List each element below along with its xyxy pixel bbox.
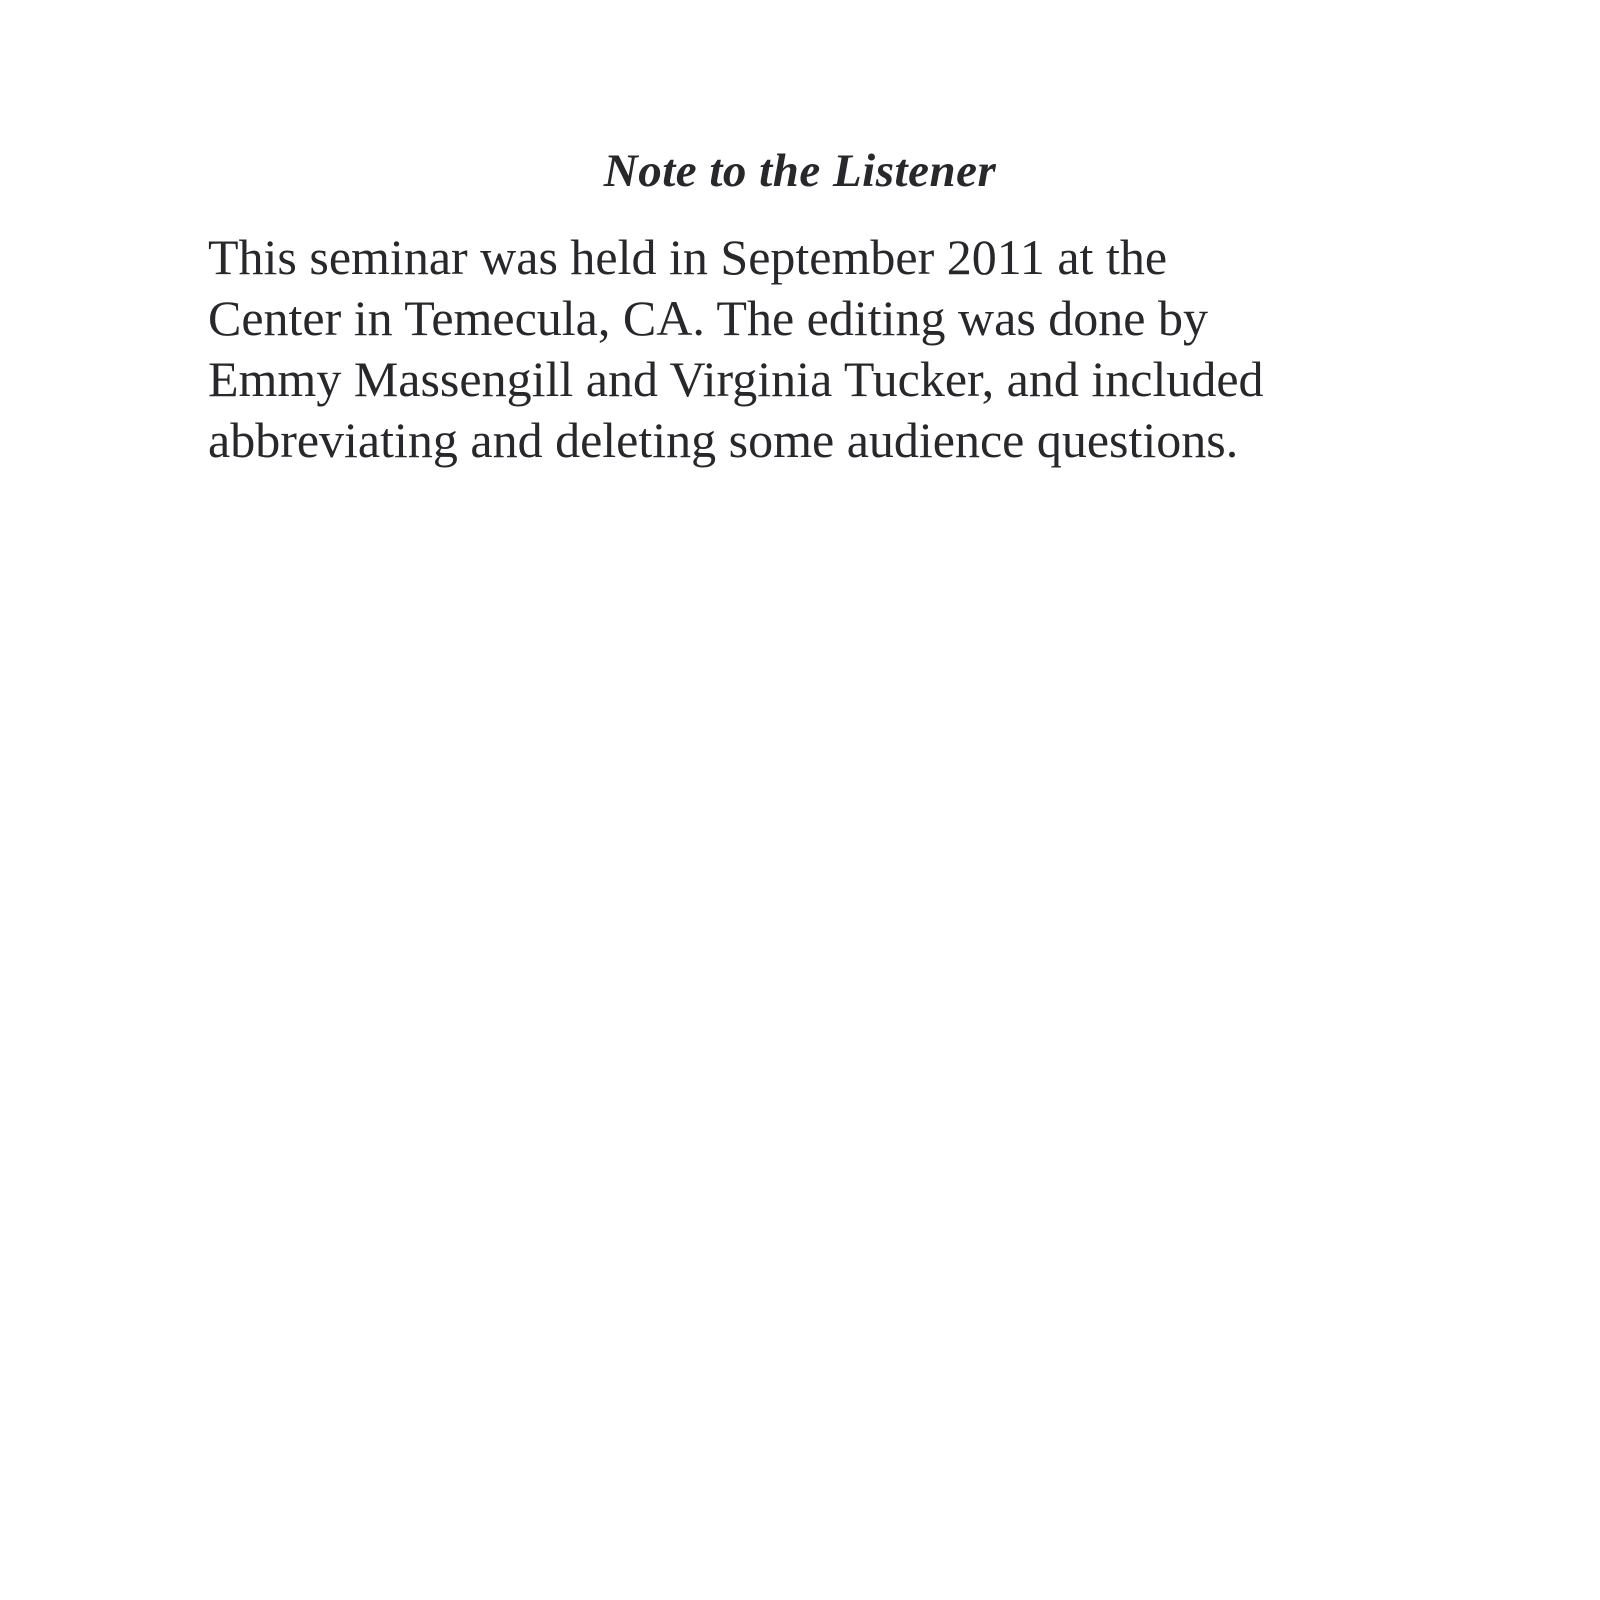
paragraph-line: Emmy Massengill and Virginia Tucker, and included [208,351,1264,407]
note-paragraph [208,227,1600,471]
page-title: Note to the Listener [603,145,997,197]
paragraph-line: This seminar was held in September 2011 at the [208,229,1168,285]
paragraph-line: abbreviating and deleting some audience questions. [208,412,1239,468]
paragraph-line: Center in Temecula, CA. The editing was done by [208,290,1208,346]
